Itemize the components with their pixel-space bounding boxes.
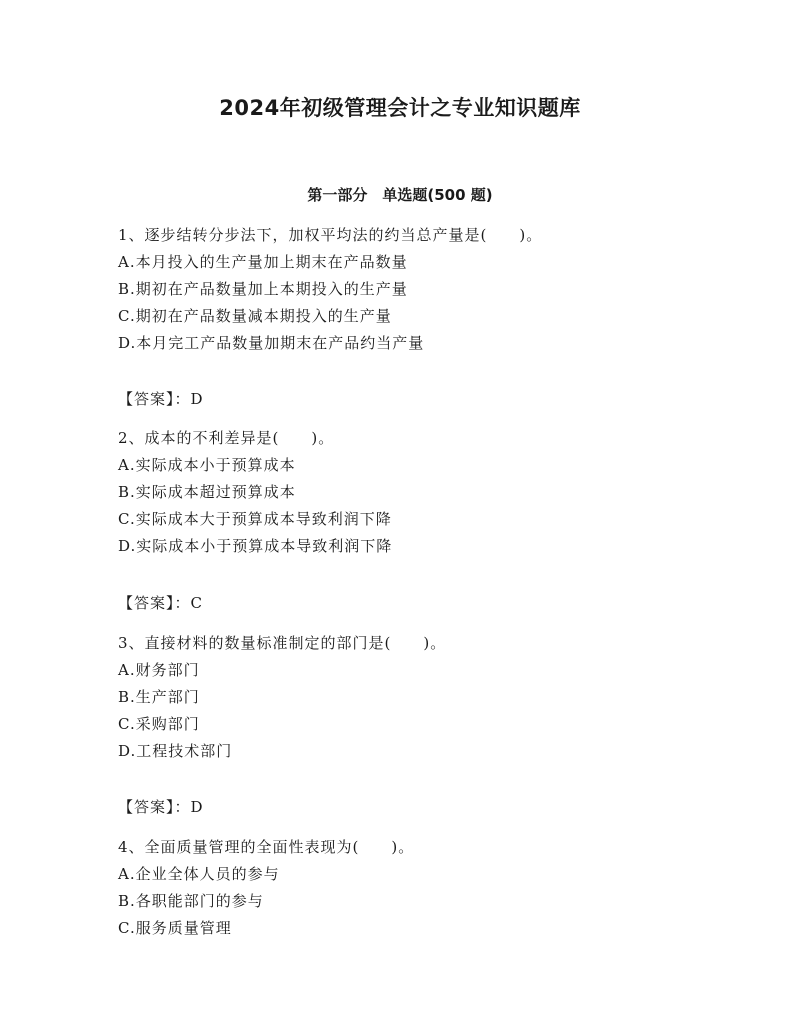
question-4 [118, 834, 718, 942]
option-b: B.各职能部门的参与 [118, 892, 264, 910]
question-3 [118, 630, 718, 765]
answer-value: C [190, 594, 203, 612]
question-2 [118, 425, 718, 560]
question-1 [118, 222, 718, 357]
question-stem: 4、全面质量管理的全面性表现为( )。 [118, 838, 415, 856]
option-c: C.实际成本大于预算成本导致利润下降 [118, 510, 392, 528]
option-d: D.本月完工产品数量加期末在产品约当产量 [118, 334, 425, 352]
answer-label: 【答案】： [118, 390, 191, 408]
option-c: C.服务质量管理 [118, 919, 232, 937]
option-d: D.工程技术部门 [118, 742, 233, 760]
question-stem: 3、直接材料的数量标准制定的部门是( )。 [118, 634, 447, 652]
section-title: 第一部分 单选题(500 题) [307, 186, 493, 204]
answer-label: 【答案】： [118, 798, 191, 816]
answer-label: 【答案】： [118, 594, 191, 612]
option-b: B.期初在产品数量加上本期投入的生产量 [118, 280, 408, 298]
answer-value: D [190, 390, 204, 408]
option-c: C.期初在产品数量减本期投入的生产量 [118, 307, 392, 325]
option-d: D.实际成本小于预算成本导致利润下降 [118, 537, 393, 555]
option-a: A.实际成本小于预算成本 [118, 456, 296, 474]
document-title: 2024年初级管理会计之专业知识题库 [219, 96, 581, 120]
question-stem: 1、逐步结转分步法下，加权平均法的约当总产量是( )。 [118, 226, 543, 244]
question-stem: 2、成本的不利差异是( )。 [118, 429, 335, 447]
answer-value: D [190, 798, 204, 816]
answer-3 [118, 794, 718, 821]
option-a: A.财务部门 [118, 661, 200, 679]
answer-1 [118, 386, 718, 413]
option-b: B.生产部门 [118, 688, 200, 706]
option-c: C.采购部门 [118, 715, 200, 733]
answer-2 [118, 590, 718, 617]
option-a: A.本月投入的生产量加上期末在产品数量 [118, 253, 408, 271]
option-b: B.实际成本超过预算成本 [118, 483, 296, 501]
option-a: A.企业全体人员的参与 [118, 865, 280, 883]
